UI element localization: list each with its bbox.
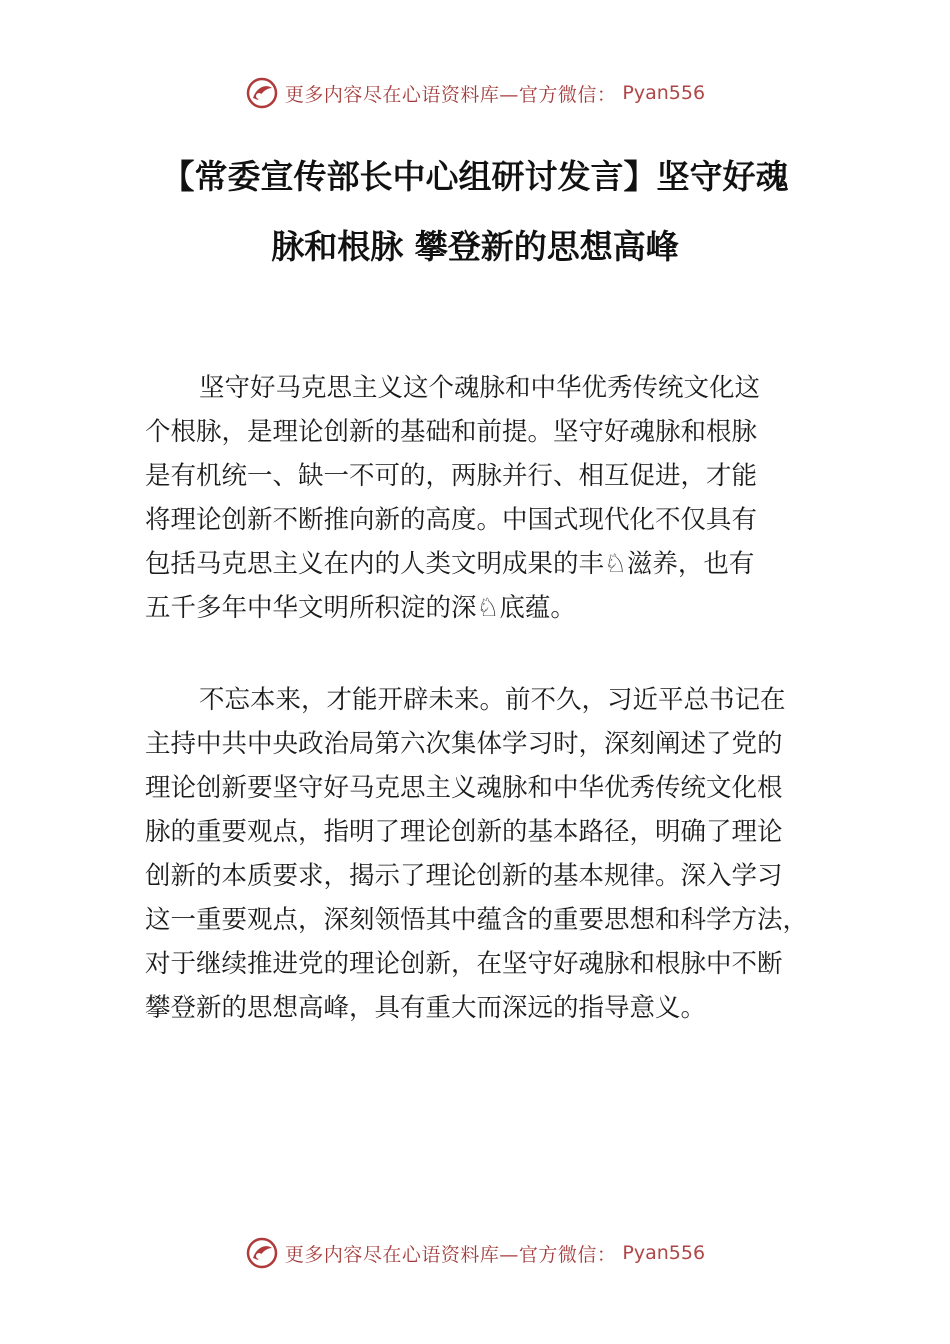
paragraph-line: 理论创新要坚守好马克思主义魂脉和中华优秀传统文化根 bbox=[145, 773, 783, 803]
paragraph-line: 包括马克思主义在内的人类文明成果的丰♘滋养，也有 bbox=[145, 549, 755, 579]
paragraph-line: 是有机统一、缺一不可的，两脉并行、相互促进，才能 bbox=[145, 461, 758, 491]
paragraph-line: 五千多年中华文明所积淀的深♘底蕴。 bbox=[145, 593, 576, 623]
paragraph-line: 脉的重要观点，指明了理论创新的基本路径，明确了理论 bbox=[145, 817, 783, 847]
paragraph-line: 将理论创新不断推向新的高度。中国式现代化不仅具有 bbox=[145, 505, 758, 535]
xinyu-logo-icon bbox=[245, 76, 279, 110]
xinyu-logo-icon bbox=[245, 1236, 279, 1270]
wechat-id: Pyan556 bbox=[622, 82, 706, 104]
paragraph-line: 创新的本质要求，揭示了理论创新的基本规律。深入学习 bbox=[145, 861, 783, 891]
paragraph-line: 个根脉，是理论创新的基础和前提。坚守好魂脉和根脉 bbox=[145, 417, 758, 447]
paragraph-line: 这一重要观点，深刻领悟其中蕴含的重要思想和科学方法， bbox=[145, 905, 809, 935]
paragraph-1 bbox=[145, 366, 835, 630]
paragraph-line: 对于继续推进党的理论创新，在坚守好魂脉和根脉中不断 bbox=[145, 949, 783, 979]
footer-banner bbox=[0, 1233, 950, 1273]
banner-text: 更多内容尽在心语资料库—官方微信： bbox=[284, 1243, 617, 1266]
header-banner bbox=[0, 73, 950, 113]
paragraph-line: 坚守好马克思主义这个魂脉和中华优秀传统文化这 bbox=[199, 373, 761, 403]
paragraph-line: 不忘本来，才能开辟未来。前不久，习近平总书记在 bbox=[199, 685, 786, 715]
title-line-2: 脉和根脉 攀登新的思想高峰 bbox=[271, 227, 679, 266]
document-title bbox=[110, 142, 840, 282]
paragraph-2 bbox=[145, 678, 835, 1030]
title-line-1: 【常委宣传部长中心组研讨发言】坚守好魂 bbox=[161, 157, 789, 196]
wechat-id: Pyan556 bbox=[622, 1242, 706, 1264]
paragraph-line: 攀登新的思想高峰，具有重大而深远的指导意义。 bbox=[145, 993, 707, 1023]
paragraph-line: 主持中共中央政治局第六次集体学习时，深刻阐述了党的 bbox=[145, 729, 783, 759]
banner-text: 更多内容尽在心语资料库—官方微信： bbox=[284, 83, 617, 106]
